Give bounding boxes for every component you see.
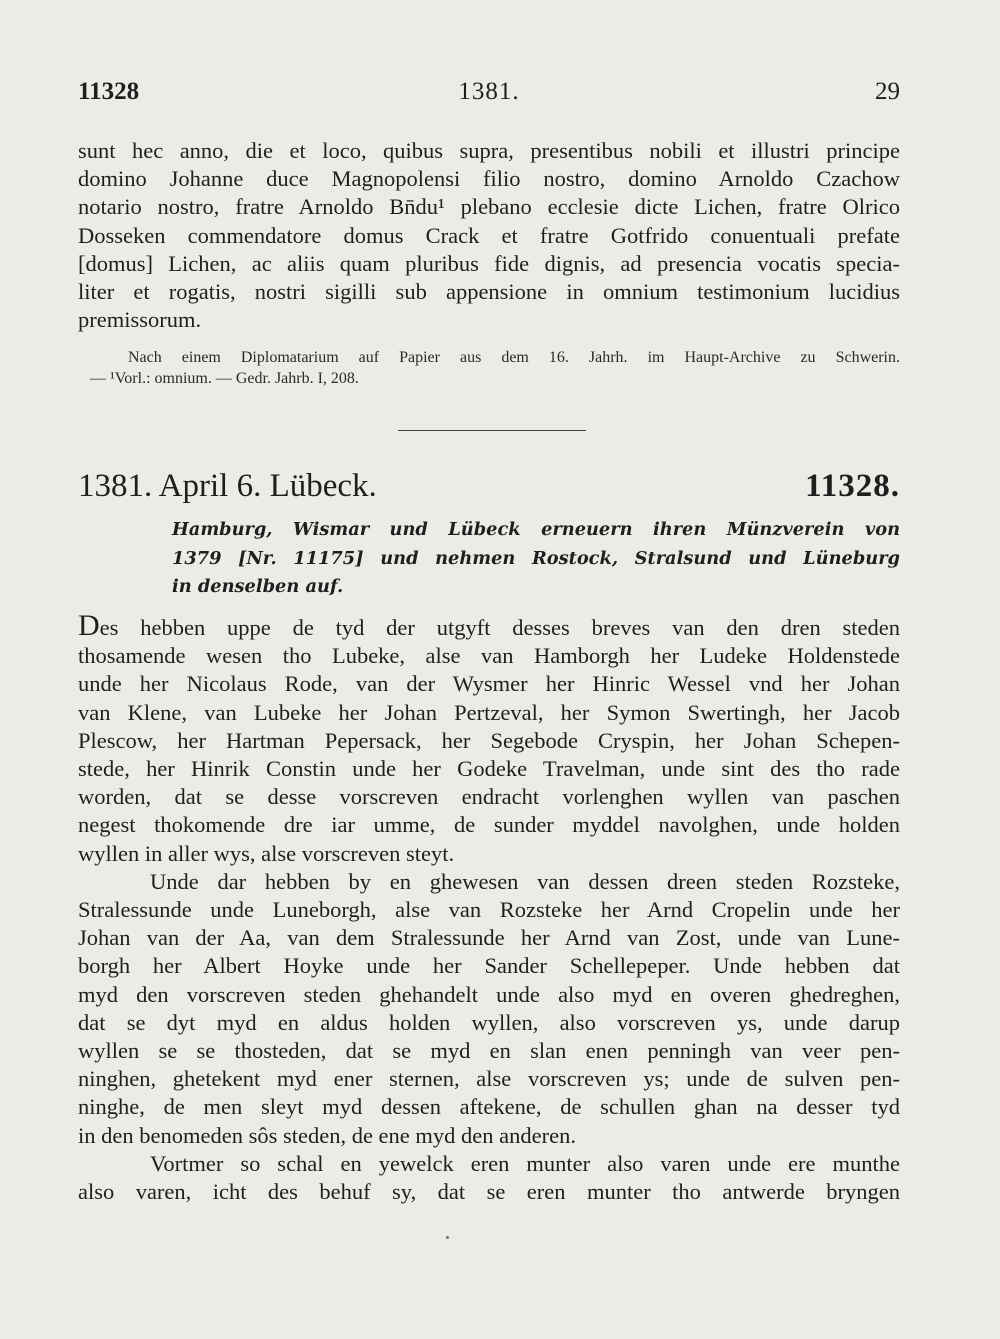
footnote-line: — ¹Vorl.: omnium. — Gedr. Jahrb. I, 208.	[90, 370, 359, 387]
source-footnote	[78, 347, 900, 389]
running-head	[78, 78, 900, 114]
text-line: worden, dat se desse vorscreven endracht vorlenghen wyllen van paschen	[78, 784, 900, 810]
text-line: negest thokomende dre iar umme, de sunder myddel navolghen, unde holden	[78, 812, 900, 838]
text-line: in den benomeden sôs steden, de ene myd den anderen.	[78, 1122, 576, 1148]
text-line: Plescow, her Hartman Pepersack, her Segebode Cryspin, her Johan Schepen-	[78, 727, 900, 753]
text-line: van Klene, van Lubeke her Johan Pertzeval, her Symon Swertingh, her Jacob	[78, 699, 900, 725]
running-head-charter-number: 11328	[78, 78, 140, 105]
charter-number: 11328.	[805, 468, 900, 504]
text-line: borgh her Albert Hoyke unde her Sander Schellepeper. Unde hebben dat	[78, 953, 900, 979]
text-line: dat se dyt myd en aldus holden wyllen, also vorscreven ys, unde darup	[78, 1009, 900, 1035]
text-line-content: es hebben uppe de tyd der utgyft desses breves van den dren steden	[99, 615, 900, 640]
text-line: Stralessunde unde Luneborgh, alse van Rozsteke her Arnd Cropelin unde her	[78, 897, 900, 923]
footnote-line: Nach einem Diplomatarium auf Papier aus dem 16. Jahrh. im Haupt-Archive zu Schwerin.	[128, 349, 900, 366]
previous-charter-text	[78, 137, 900, 334]
text-line: premissorum.	[78, 307, 202, 333]
text-line: wyllen in aller wys, alse vorscreven steyt.	[78, 840, 455, 866]
text-line: ninghen, ghetekent myd ener sternen, alse vorscreven ys; unde de sulven pen-	[78, 1066, 900, 1092]
regest-line: 1379 [Nr. 11175] und nehmen Rostock, Stralsund und Lüneburg	[172, 547, 900, 569]
text-line: [domus] Lichen, ac aliis quam pluribus fide dignis, ad presencia vocatis specia-	[78, 250, 900, 276]
text-line: stede, her Hinrik Constin unde her Godeke Travelman, unde sint des tho rade	[78, 756, 900, 782]
running-head-year: 1381.	[458, 78, 520, 105]
text-line: liter et rogatis, nostri sigilli sub appensione in omnium testimonium lucidius	[78, 279, 900, 305]
regest-line: Hamburg, Wismar und Lübeck erneuern ihren Münzverein von	[172, 519, 900, 540]
text-line: thosamende wesen tho Lubeke, alse van Hamborgh her Ludeke Holdenstede	[78, 643, 900, 669]
text-line: also varen, icht des behuf sy, dat se eren munter tho antwerde bryngen	[78, 1179, 900, 1205]
text-line: sunt hec anno, die et loco, quibus supra, presentibus nobili et illustri principe	[78, 138, 900, 163]
text-line: unde her Nicolaus Rode, van der Wysmer her Hinric Wessel vnd her Johan	[78, 671, 900, 697]
text-line: ninghe, de men sleyt myd dessen aftekene, de schullen ghan na desser tyd	[78, 1094, 900, 1120]
text-line: domino Johanne duce Magnopolensi filio nostro, domino Arnoldo Czachow	[78, 166, 900, 192]
text-line: Dosseken commendatore domus Crack et fratre Gotfrido conuentuali prefate	[78, 222, 900, 248]
text-line: myd den vorscreven steden ghehandelt unde also myd en overen ghedreghen,	[78, 981, 900, 1007]
text-line: Vortmer so schal en yewelck eren munter also varen unde ere munthe	[150, 1150, 900, 1176]
section-divider	[398, 430, 586, 431]
page-number: 29	[875, 78, 900, 105]
drop-cap: D	[78, 609, 100, 642]
text-line	[78, 609, 900, 642]
charter-date: 1381. April 6. Lübeck.	[78, 468, 377, 504]
regest-line: in denselben auf.	[172, 576, 344, 598]
text-line: Johan van der Aa, van dem Stralessunde her Arnd van Zost, unde van Lune-	[78, 925, 900, 951]
charter-text	[78, 609, 900, 1206]
text-line: Unde dar hebben by en ghewesen van dessen dreen steden Rozsteke,	[150, 868, 900, 894]
charter-heading	[78, 468, 900, 512]
text-line: notario nostro, fratre Arnoldo Bn̄du¹ plebano ecclesie dicte Lichen, fratre Olrico	[78, 194, 900, 220]
text-line: wyllen se se thosteden, dat se myd en slan enen penningh van veer pen-	[78, 1038, 900, 1064]
charter-regest	[172, 516, 900, 602]
paper-speck	[446, 1236, 449, 1239]
